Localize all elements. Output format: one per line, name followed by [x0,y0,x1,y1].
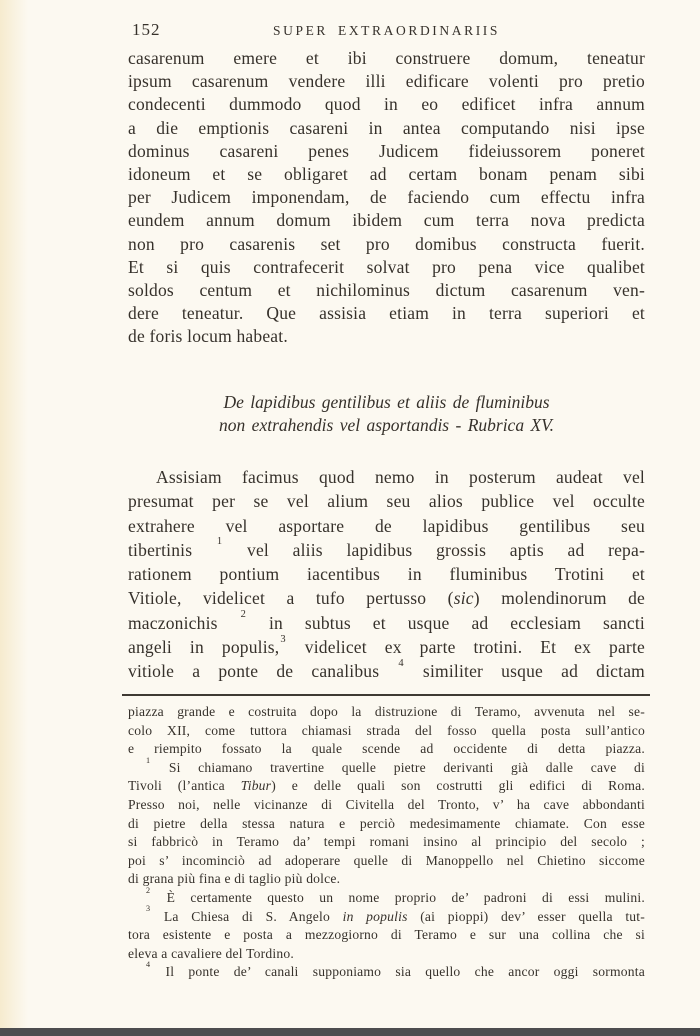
text-line: Presso noi, nelle vicinanze di Civitella del Tronto, v’ ha cave abbondanti [128,796,645,812]
text-line: tibertinis $^1$ vel aliis lapidibus grossis aptis ad repa- [128,536,646,560]
text-line: vitiole a ponte de canalibus $^4$ similiter usque ad dictam [128,657,645,682]
text-line: non pro casarenis set pro domibus constructa fuerit. [128,233,645,254]
text-line: rationem pontium iacentibus in fluminibus Trotini et [128,564,645,585]
footnotes [128,703,645,982]
page-header [128,20,645,42]
text-line: eleva a cavaliere del Tordino. [128,945,294,961]
text-line: $^4$ Il ponte de’ canali supponiamo sia quello che ancor oggi sormonta [146,960,645,980]
text-line: dominus casareni penes Judicem fideiussorem poneret [128,140,645,161]
text-line: de foris locum habeat. [128,326,288,347]
text-line: $^2$ È certamente questo un nome proprio de’ padroni di essi mulini. [146,885,645,905]
text-line: presumat per se vel alium seu alios publice vel occulte [128,491,645,512]
text-line: casarenum emere et ibi construere domum, teneatur [128,48,645,68]
text-line: soldos centum et nichilominus dictum casarenum ven- [128,280,645,301]
text-line: per Judicem imponendam, de faciendo cum effectu infra [128,187,645,208]
scan-edge-band [0,1028,700,1036]
text-line: si fabbricò in Teramo da’ tempi romani insino al principio del secolo ; [128,834,645,850]
text-line: $^3$ La Chiesa di S. Angelo in populis (ai pioppi) dev’ esser quella tut- [146,904,646,924]
text-line: di grana più fina e di taglio più dolce. [128,871,341,887]
text-line: Assisiam facimus quod nemo in posterum audeat vel [156,467,645,487]
text-line: a die emptionis casareni in antea computando nisi ipse [128,117,645,138]
heading-line-2: non extrahendis vel asportandis - Rubrica XV. [219,414,554,435]
heading-line-1: De lapidibus gentilibus et aliis de fluminibus [223,392,550,412]
text-line: Vitiole, videlicet a tufo pertusso (sic) molendinorum de [128,588,645,609]
text-line: $^1$ Si chiamano travertine quelle pietre derivanti già dalle cave di [146,755,645,775]
text-line: piazza grande e costruita dopo la distruzione di Teramo, avvenuta nel se- [128,704,645,719]
footnote-separator-rule [122,694,650,696]
text-line: angeli in populis,$^3$ videlicet ex parte trotini. Et ex parte [128,633,645,658]
section-heading [128,391,645,436]
text-line: tora esistente e posta a mezzogiorno di Teramo e sur una collina che si [128,927,645,943]
text-line: colo XII, come tuttora chiamasi strada del fosso quella posta sull’antico [128,722,645,738]
text-line: Tivoli (l’antica Tibur) e delle quali son costrutti gli edifici di Roma. [128,778,645,794]
text-line: eundem annum domum ibidem cum terra nova predicta [128,210,645,231]
text-line: maczonichis $^2$ in subtus et usque ad ecclesiam sancti [128,609,645,633]
text-line: dere teneatur. Que assisia etiam in terra superiori et [128,303,645,324]
text-line: idoneum et se obligaret ad certam bonam penam sibi [128,164,645,185]
text-line: e riempito fossato la quale scende ad occidente di detta piazza. [128,741,645,757]
text-line: ipsum casarenum vendere illi edificare volenti pro pretio [128,71,645,92]
paragraph-continuation [128,47,645,349]
page-number: 152 [132,20,161,39]
text-line: poi s’ incominciò ad adoperare quelle di Manoppello nel Chietino siccome [128,852,645,868]
page-left-shading [0,0,28,1036]
text-line: Et si quis contrafecerit solvat pro pena vice qualibet [128,256,645,277]
text-line: di pietre della stessa natura e perciò medesimamente chiamate. Con esse [128,815,645,831]
text-line: condecenti dummodo quod in eo edificet infra annum [128,94,645,115]
text-line: extrahere vel asportare de lapidibus gentilibus seu [128,515,645,536]
paragraph-assisiam [128,465,645,684]
running-title: SUPER EXTRAORDINARIIS [273,23,500,38]
